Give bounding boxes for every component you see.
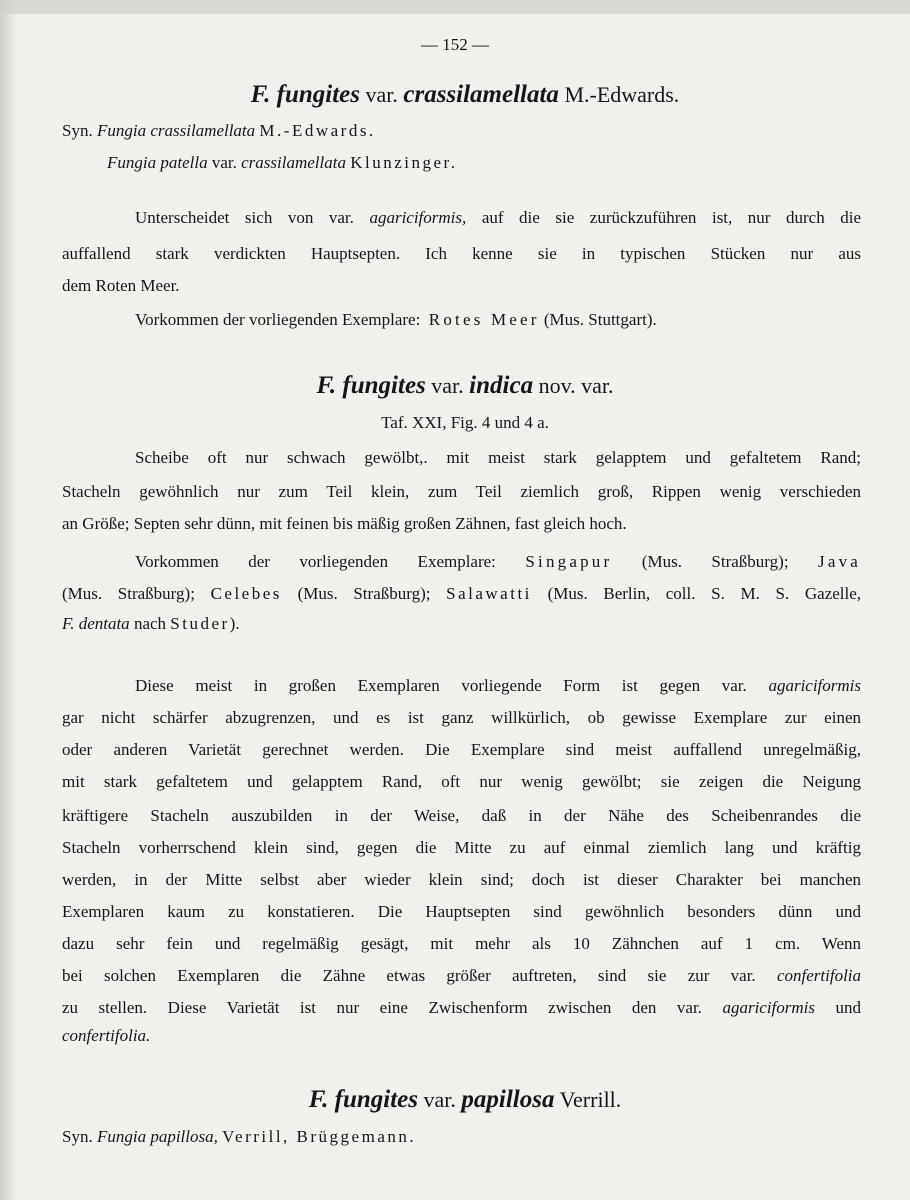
locality: Java — [818, 552, 862, 571]
heading-indica — [0, 372, 910, 399]
heading-genus: F. fungites — [316, 372, 426, 399]
author-ref: Studer — [170, 614, 230, 633]
museum: (Mus. Berlin, coll. S. M. S. Gazelle, — [547, 584, 862, 603]
text-run: ). — [229, 614, 240, 633]
text-run: Unterscheidet sich von var. — [135, 208, 354, 227]
museum: (Mus. Straßburg); — [62, 584, 195, 603]
occurrence-line — [135, 309, 657, 331]
heading-papillosa — [0, 1086, 910, 1113]
synonym-prefix: Syn. — [62, 1127, 93, 1146]
text-line: mit stark gefaltetem und gelapptem Rand, oft nur wenig gewölbt; sie zeigen die Neigung — [62, 772, 861, 791]
text-line — [62, 965, 861, 987]
occurrence-line — [135, 551, 861, 573]
heading-genus: F. fungites — [250, 81, 360, 108]
plate-reference: Taf. XXI, Fig. 4 und 4 a. — [381, 413, 549, 432]
text-run: Diese meist in großen Exemplaren vorliegende Form ist gegen var. — [135, 676, 747, 695]
text-line — [135, 675, 861, 697]
synonym-name: Fungia crassilamellata — [96, 121, 256, 140]
heading-variety: papillosa — [461, 1086, 555, 1113]
heading-author: Verrill. — [559, 1087, 622, 1112]
text-line: dazu sehr fein und regelmäßig gesägt, mit mehr als 10 Zähnchen auf 1 cm. Wenn — [62, 934, 861, 953]
text-line: werden, in der Mitte selbst aber wieder klein sind; doch ist dieser Charakter bei manchen — [62, 870, 861, 889]
text-line: dem Roten Meer. — [62, 276, 180, 295]
species-ref: F. dentata — [62, 614, 130, 633]
synonym-line — [107, 152, 458, 174]
heading-var: var. — [431, 373, 464, 398]
heading-var: var. — [365, 82, 398, 107]
synonym-line — [62, 120, 376, 142]
text-run: auf die sie zurückzuführen ist, nur durch die — [481, 208, 862, 227]
scan-edge-top — [0, 0, 910, 14]
text-line: Exemplaren kaum zu konstatieren. Die Hauptsepten sind gewöhnlich besonders dünn und — [62, 902, 861, 921]
text-run: bei solchen Exemplaren die Zähne etwas größer auftreten, sind sie zur var. — [62, 966, 756, 985]
synonym-prefix: Syn. — [62, 121, 93, 140]
text-run: zu stellen. Diese Varietät ist nur eine Zwischenform zwischen den var. — [62, 998, 702, 1017]
scan-edge-left — [0, 0, 18, 1200]
text-line: Stacheln gewöhnlich nur zum Teil klein, zum Teil ziemlich groß, Rippen wenig verschieden — [62, 482, 861, 501]
text-line: Scheibe oft nur schwach gewölbt,. mit meist stark gelapptem und gefaltetem Rand; — [135, 448, 861, 467]
heading-variety: crassilamellata — [403, 81, 559, 108]
heading-var: var. — [423, 1087, 456, 1112]
museum: (Mus. Straßburg); — [297, 584, 431, 603]
occurrence-label: Vorkommen der vorliegenden Exemplare: — [135, 310, 421, 329]
synonym-name: Fungia patella — [107, 153, 208, 172]
text-line: gar nicht schärfer abzugrenzen, und es ist ganz willkürlich, ob gewisse Exemplare zur einen — [62, 708, 861, 727]
heading-variety: indica — [469, 372, 534, 399]
text-line: an Größe; Septen sehr dünn, mit feinen bis mäßig großen Zähnen, fast gleich hoch. — [62, 514, 627, 533]
locality: Rotes Meer — [428, 310, 540, 329]
text-run: und — [835, 998, 862, 1017]
locality: Salawatti — [446, 584, 532, 603]
text-line: oder anderen Varietät gerechnet werden. Die Exemplare sind meist auffallend unregelmäßig, — [62, 740, 861, 759]
heading-author: M.-Edwards. — [564, 82, 680, 107]
text-line: auffallend stark verdickten Hauptsepten. Ich kenne sie in typischen Stücken nur aus — [62, 244, 861, 263]
synonym-subname: crassilamellata — [241, 153, 346, 172]
text-line — [62, 997, 861, 1019]
museum: (Mus. Stuttgart). — [543, 310, 657, 329]
italic-term: agariciformis — [722, 998, 816, 1017]
synonym-var: var. — [211, 153, 237, 172]
occurrence-line — [62, 613, 240, 635]
locality: Singapur — [525, 552, 613, 571]
occurrence-label: Vorkommen der vorliegenden Exemplare: — [135, 552, 496, 571]
occurrence-line — [62, 583, 861, 605]
text-line — [135, 207, 861, 229]
page-number: — 152 — — [421, 35, 489, 54]
synonym-author: Verrill, Brüggemann. — [222, 1127, 417, 1146]
synonym-line — [62, 1126, 416, 1148]
italic-term: agariciformis — [768, 676, 862, 695]
synonym-name: Fungia papillosa, — [96, 1127, 218, 1146]
italic-term: confertifolia — [776, 966, 862, 985]
text-line: Stacheln vorherrschend klein sind, gegen die Mitte zu auf einmal ziemlich lang und kräftig — [62, 838, 861, 857]
text-line: kräftigere Stacheln auszubilden in der Weise, daß in der Nähe des Scheibenrandes die — [62, 806, 861, 825]
italic-term: agariciformis, — [369, 208, 467, 227]
text-line: confertifolia. — [62, 1026, 151, 1045]
synonym-author: M.-Edwards. — [259, 121, 376, 140]
text-run: nach — [133, 614, 167, 633]
heading-crassilamellata — [0, 81, 910, 108]
museum: (Mus. Straßburg); — [641, 552, 789, 571]
locality: Celebes — [210, 584, 282, 603]
heading-genus: F. fungites — [308, 1086, 419, 1113]
synonym-author: Klunzinger. — [350, 153, 458, 172]
heading-author: nov. var. — [538, 373, 614, 398]
